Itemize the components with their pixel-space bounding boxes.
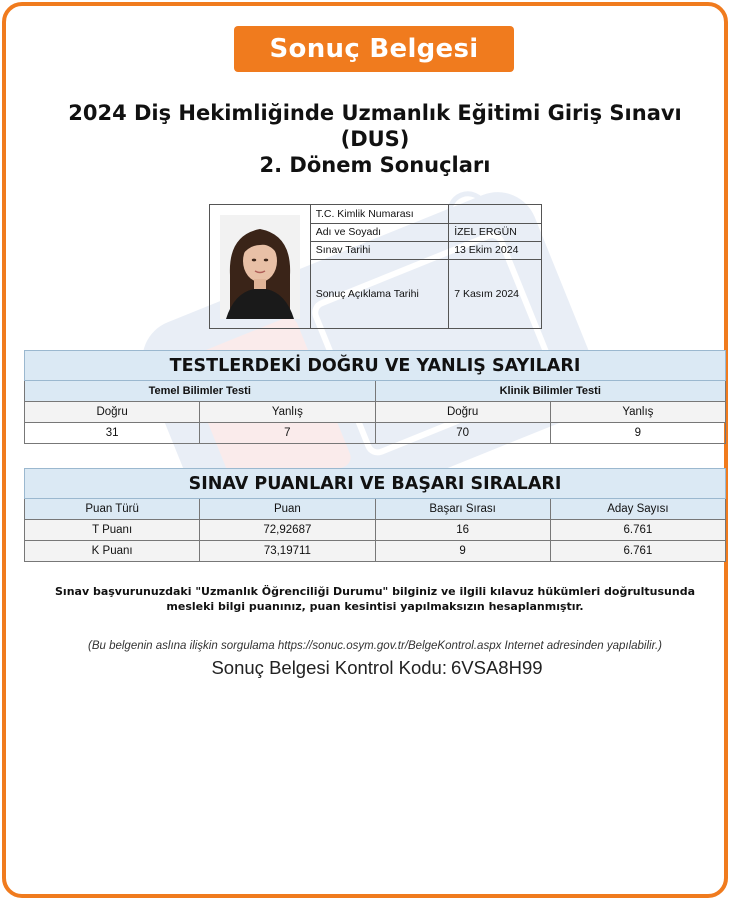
scores-section xyxy=(24,468,726,562)
column-header: Puan xyxy=(200,499,375,520)
result-date-label: Sonuç Açıklama Tarihi xyxy=(311,259,449,328)
exam-date-value: 13 Ekim 2024 xyxy=(449,241,541,259)
column-header: Aday Sayısı xyxy=(550,499,725,520)
basic-sciences-header: Temel Bilimler Testi xyxy=(25,381,376,402)
exam-date-label: Sınav Tarihi xyxy=(311,241,449,259)
clinical-wrong-value: 9 xyxy=(550,423,725,444)
tc-value xyxy=(449,205,541,223)
note-line-2: mesleki bilgi puanınız, puan kesintisi yapılmaksızın hesaplanmıştır. xyxy=(166,600,584,613)
portrait-image xyxy=(220,215,300,319)
page-badge: Sonuç Belgesi xyxy=(234,26,514,72)
scores-heading: SINAV PUANLARI VE BAŞARI SIRALARI xyxy=(25,469,726,499)
tests-heading: TESTLERDEKİ DOĞRU VE YANLIŞ SAYILARI xyxy=(25,351,726,381)
tests-table xyxy=(24,350,726,444)
column-header: Puan Türü xyxy=(25,499,200,520)
score-value: 72,92687 xyxy=(200,520,375,541)
calculation-note xyxy=(30,584,720,614)
rank-value: 16 xyxy=(375,520,550,541)
identity-table xyxy=(311,205,541,328)
column-header: Yanlış xyxy=(200,402,375,423)
title-line-1: 2024 Diş Hekimliğinde Uzmanlık Eğitimi Giriş Sınavı xyxy=(68,101,682,125)
document-title xyxy=(20,100,730,178)
rank-value: 9 xyxy=(375,541,550,562)
basic-correct-value: 31 xyxy=(25,423,200,444)
name-value: İZEL ERGÜN xyxy=(449,223,541,241)
verification-info: (Bu belgenin aslına ilişkin sorgulama https://sonuc.osym.gov.tr/BelgeKontrol.aspx Internet adresinden yapılabilir.) xyxy=(87,640,663,652)
column-header: Başarı Sırası xyxy=(375,499,550,520)
candidate-photo xyxy=(210,205,311,328)
control-code-value: 6VSA8H99 xyxy=(450,657,543,678)
tc-label: T.C. Kimlik Numarası xyxy=(311,205,449,223)
clinical-correct-value: 70 xyxy=(375,423,550,444)
name-label: Adı ve Soyadı xyxy=(311,223,449,241)
basic-wrong-value: 7 xyxy=(200,423,375,444)
result-date-value: 7 Kasım 2024 xyxy=(449,259,541,328)
title-line-3: 2. Dönem Sonuçları xyxy=(259,153,491,177)
clinical-sciences-header: Klinik Bilimler Testi xyxy=(375,381,726,402)
control-code-line xyxy=(20,657,730,679)
identity-block xyxy=(209,204,542,329)
score-type: T Puanı xyxy=(25,520,200,541)
control-code-label: Sonuç Belgesi Kontrol Kodu: xyxy=(211,657,447,678)
column-header: Yanlış xyxy=(550,402,725,423)
column-header: Doğru xyxy=(25,402,200,423)
score-type: K Puanı xyxy=(25,541,200,562)
candidate-count: 6.761 xyxy=(550,520,725,541)
candidate-count: 6.761 xyxy=(550,541,725,562)
column-header: Doğru xyxy=(375,402,550,423)
tests-section xyxy=(24,350,726,444)
note-line-1: Sınav başvurunuzdaki "Uzmanlık Öğrenciliği Durumu" bilginiz ve ilgili kılavuz hükümleri doğrultusunda xyxy=(55,585,695,598)
title-line-2: (DUS) xyxy=(340,127,410,151)
scores-table xyxy=(24,468,726,562)
score-value: 73,19711 xyxy=(200,541,375,562)
